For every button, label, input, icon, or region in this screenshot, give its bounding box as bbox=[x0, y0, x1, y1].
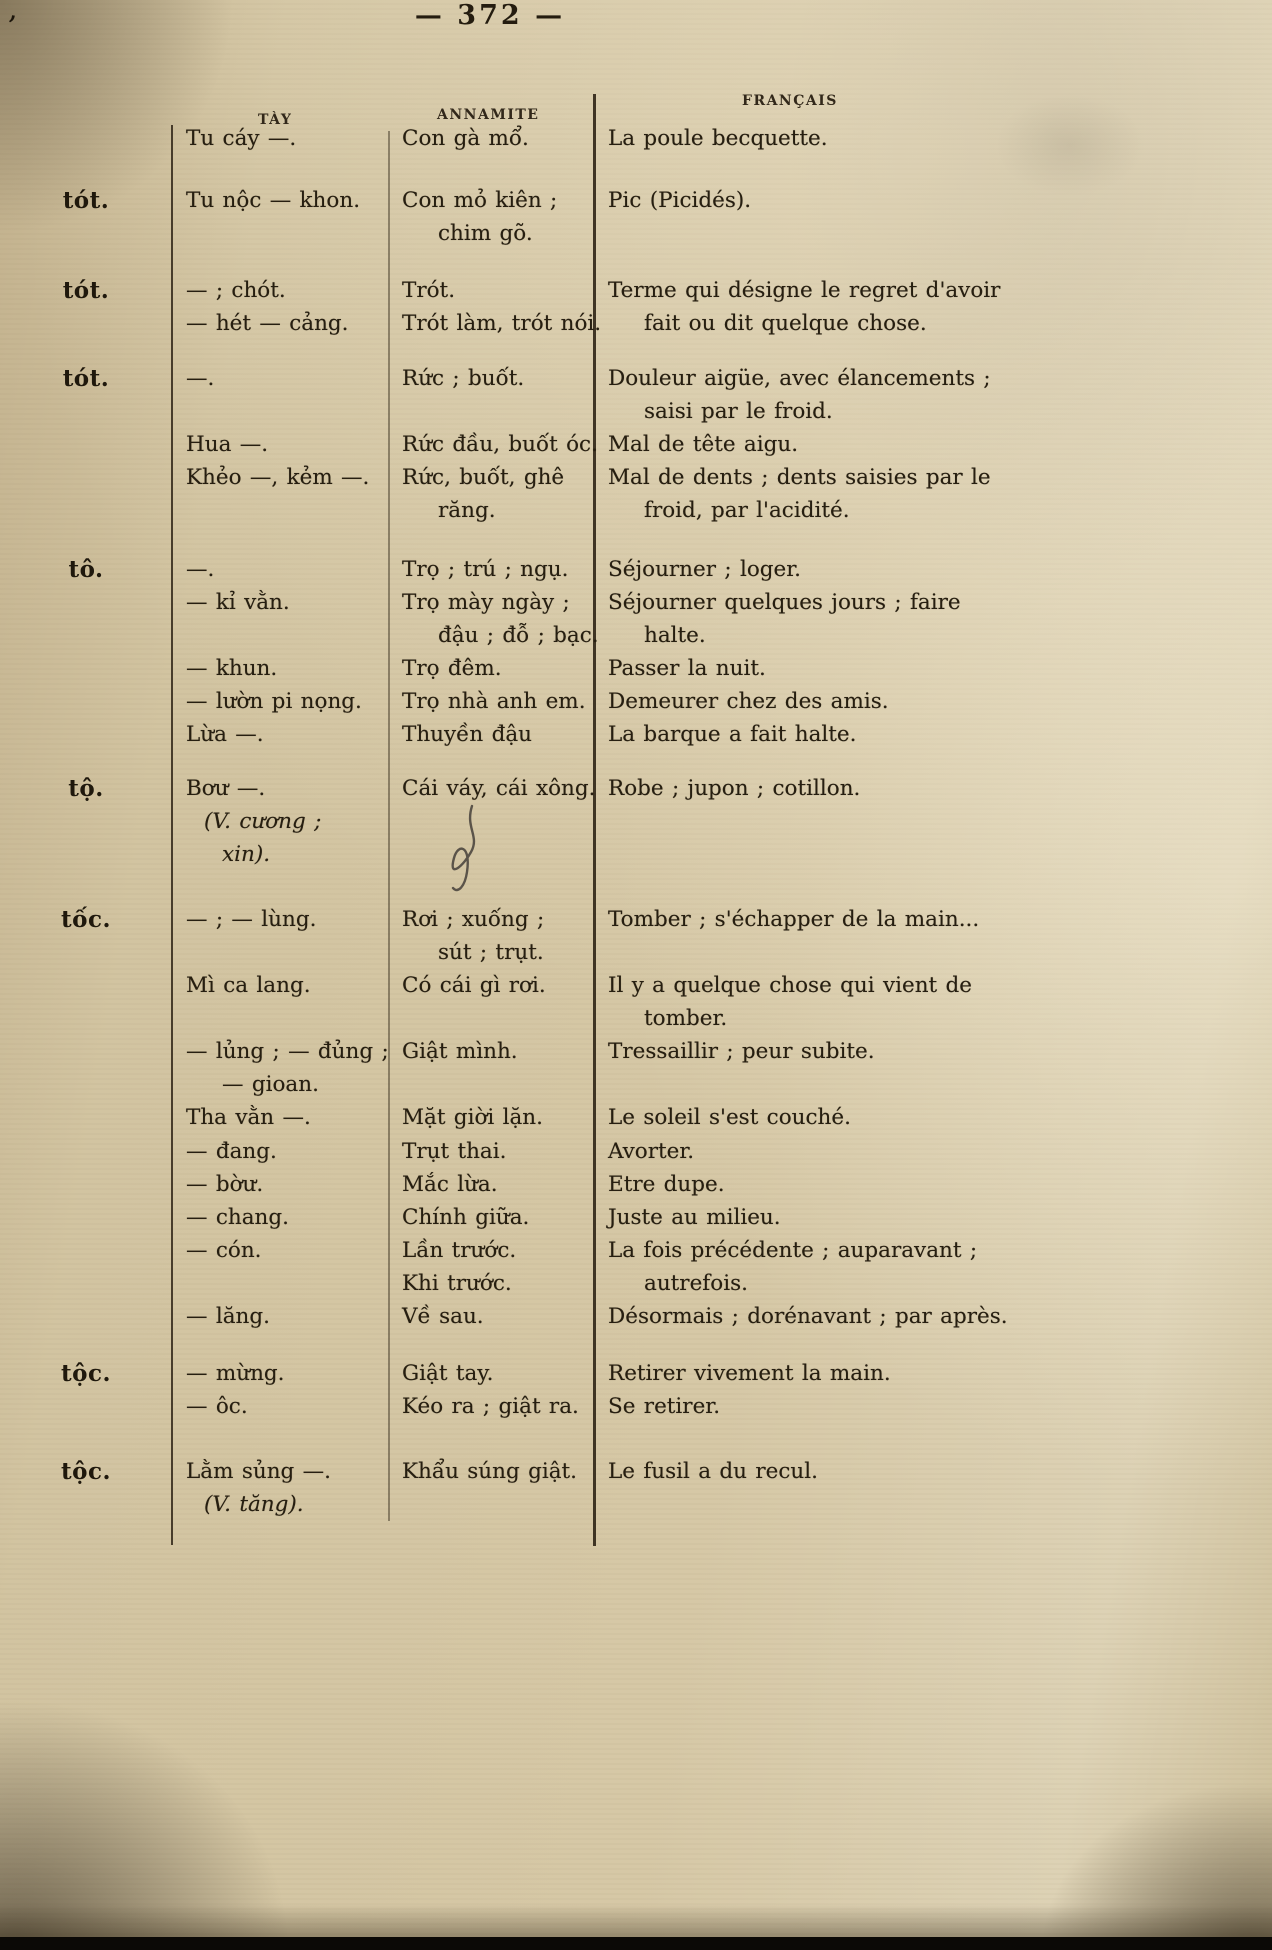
entry-row bbox=[0, 274, 1014, 340]
text-line: Le fusil a du recul. bbox=[608, 1459, 818, 1484]
text-line: —. bbox=[186, 366, 215, 391]
annamite-cell bbox=[390, 184, 594, 250]
entry-row bbox=[0, 362, 1014, 428]
text-line: Trụt thai. bbox=[402, 1139, 507, 1164]
text-line: Désormais ; dorénavant ; par après. bbox=[608, 1304, 1008, 1329]
francais-cell bbox=[594, 1035, 1014, 1068]
text-line: —. bbox=[186, 557, 215, 582]
francais-cell bbox=[594, 772, 1014, 805]
entry-row bbox=[0, 1135, 1014, 1168]
text-line: Giật mình. bbox=[402, 1039, 518, 1064]
text-line: fait ou dit quelque chose. bbox=[644, 311, 927, 336]
francais-cell bbox=[594, 1455, 1014, 1488]
entry-row bbox=[0, 903, 1014, 969]
entry-row bbox=[0, 1357, 1014, 1423]
tay-cell bbox=[172, 362, 390, 395]
francais-cell bbox=[594, 122, 1014, 155]
text-line: xin). bbox=[222, 842, 271, 867]
francais-cell bbox=[594, 553, 1014, 652]
text-line: Tressaillir ; peur subite. bbox=[608, 1039, 875, 1064]
text-line: (V. tăng). bbox=[204, 1492, 304, 1517]
annamite-cell bbox=[390, 1455, 594, 1488]
headword: tô. bbox=[68, 556, 104, 583]
annamite-cell bbox=[390, 1357, 594, 1423]
tay-cell bbox=[172, 969, 390, 1002]
francais-cell bbox=[594, 274, 1014, 340]
text-line: Khi trước. bbox=[402, 1271, 512, 1296]
text-line: Con mỏ kiên ; bbox=[402, 188, 558, 213]
text-line: Trọ nhà anh em. bbox=[402, 689, 586, 714]
text-line: Mì ca lang. bbox=[186, 973, 311, 998]
text-line: Con gà mổ. bbox=[402, 126, 529, 151]
text-line: Trót. bbox=[402, 278, 456, 303]
entry-row bbox=[0, 428, 1014, 527]
text-line: — mừng. bbox=[186, 1361, 285, 1386]
annamite-cell bbox=[390, 428, 598, 527]
francais-cell bbox=[594, 1357, 1014, 1423]
text-line: Khẻo —, kẻm —. bbox=[186, 465, 370, 490]
entry-row bbox=[0, 969, 1014, 1035]
text-line: Robe ; jupon ; cotillon. bbox=[608, 776, 861, 801]
francais-cell bbox=[594, 1135, 1014, 1168]
annamite-cell bbox=[390, 1300, 594, 1333]
headword: tốc. bbox=[61, 906, 111, 933]
francais-cell bbox=[594, 1201, 1014, 1234]
tay-cell bbox=[172, 428, 390, 494]
text-line: răng. bbox=[438, 498, 496, 523]
entry-row bbox=[0, 184, 1014, 250]
entry-row bbox=[0, 1035, 1014, 1101]
text-line: Se retirer. bbox=[608, 1394, 721, 1419]
column-header-francais: FRANÇAIS bbox=[742, 93, 838, 109]
headword: tộc. bbox=[61, 1458, 111, 1485]
tay-cell bbox=[172, 1201, 390, 1234]
entry-row bbox=[0, 1455, 1014, 1521]
annamite-cell bbox=[390, 969, 594, 1002]
tay-cell bbox=[172, 1357, 390, 1423]
text-line: La fois précédente ; auparavant ; bbox=[608, 1238, 978, 1263]
text-line: Trọ đêm. bbox=[402, 656, 502, 681]
text-line: Tu cáy —. bbox=[186, 126, 297, 151]
text-line: — khun. bbox=[186, 656, 278, 681]
text-line: — lườn pi nọng. bbox=[186, 689, 362, 714]
text-line: Giật tay. bbox=[402, 1361, 494, 1386]
headword: tộ. bbox=[68, 775, 104, 802]
text-line: Lần trước. bbox=[402, 1238, 517, 1263]
page-number: — 372 — bbox=[414, 0, 566, 31]
text-line: Rức, buốt, ghê bbox=[402, 465, 565, 490]
text-line: Lằm sủng —. bbox=[186, 1459, 331, 1484]
scan-bottom-edge bbox=[0, 1937, 1272, 1950]
headword: tộc. bbox=[61, 1360, 111, 1387]
annamite-cell bbox=[390, 553, 599, 652]
tay-cell bbox=[172, 1101, 390, 1134]
text-line: tomber. bbox=[644, 1006, 728, 1031]
text-line: — chang. bbox=[186, 1205, 289, 1230]
annamite-cell bbox=[390, 1101, 594, 1134]
annamite-cell bbox=[390, 122, 594, 155]
text-line: Passer la nuit. bbox=[608, 656, 766, 681]
text-line: Trọ ; trú ; ngụ. bbox=[402, 557, 569, 582]
entry-row bbox=[0, 553, 1014, 652]
text-line: La poule becquette. bbox=[608, 126, 828, 151]
entry-row bbox=[0, 1168, 1014, 1201]
text-line: Etre dupe. bbox=[608, 1172, 725, 1197]
text-line: — gioan. bbox=[222, 1072, 319, 1097]
francais-cell bbox=[594, 903, 1014, 936]
text-line: Chính giữa. bbox=[402, 1205, 530, 1230]
annamite-cell bbox=[390, 362, 594, 395]
text-line: Douleur aigüe, avec élancements ; bbox=[608, 366, 991, 391]
text-line: Có cái gì rơi. bbox=[402, 973, 546, 998]
text-line: đậu ; đỗ ; bạc. bbox=[438, 623, 599, 648]
scan-edge-fade bbox=[0, 1904, 1272, 1938]
text-line: saisi par le froid. bbox=[644, 399, 833, 424]
paper-stain bbox=[990, 90, 1150, 200]
text-line: — ; — lùng. bbox=[186, 907, 317, 932]
text-line: — ; chót. bbox=[186, 278, 286, 303]
text-line: — lăng. bbox=[186, 1304, 270, 1329]
tay-cell bbox=[172, 1135, 390, 1168]
text-line: Kéo ra ; giật ra. bbox=[402, 1394, 579, 1419]
annamite-cell bbox=[390, 274, 602, 340]
tay-cell bbox=[172, 1455, 390, 1521]
handwritten-mark bbox=[438, 798, 508, 908]
text-line: Demeurer chez des amis. bbox=[608, 689, 889, 714]
text-line: Retirer vivement la main. bbox=[608, 1361, 891, 1386]
text-line: Séjourner quelques jours ; faire bbox=[608, 590, 961, 615]
text-line: Terme qui désigne le regret d'avoir bbox=[608, 278, 1001, 303]
text-line: Juste au milieu. bbox=[608, 1205, 781, 1230]
text-line: Lừa —. bbox=[186, 722, 264, 747]
francais-cell bbox=[594, 969, 1014, 1035]
text-line: Mắc lừa. bbox=[402, 1172, 498, 1197]
text-line: Trọ mày ngày ; bbox=[402, 590, 570, 615]
text-line: Rức ; buốt. bbox=[402, 366, 525, 391]
annamite-cell bbox=[390, 1201, 594, 1234]
entry-row bbox=[0, 122, 1014, 155]
text-line: chim gõ. bbox=[438, 221, 533, 246]
text-line: Bơư —. bbox=[186, 776, 266, 801]
text-line: Về sau. bbox=[402, 1304, 484, 1329]
francais-cell bbox=[594, 1101, 1014, 1134]
text-line: Khẩu súng giật. bbox=[402, 1459, 578, 1484]
tay-cell bbox=[172, 553, 390, 619]
tay-cell bbox=[172, 652, 390, 751]
headword: tót. bbox=[62, 365, 110, 392]
scan-shadow-bottom-right bbox=[1012, 1760, 1272, 1950]
text-line: Trót làm, trót nói. bbox=[402, 311, 602, 336]
text-line: — hét — cảng. bbox=[186, 311, 349, 336]
tay-cell bbox=[172, 1234, 390, 1267]
column-header-tay: TÀY bbox=[258, 112, 293, 128]
text-line: — cón. bbox=[186, 1238, 262, 1263]
entry-row bbox=[0, 1101, 1014, 1134]
tay-cell bbox=[172, 1035, 390, 1101]
text-line: (V. cương ; bbox=[204, 809, 322, 834]
annamite-cell bbox=[390, 1234, 594, 1300]
entry-row bbox=[0, 1300, 1014, 1333]
text-line: Mal de tête aigu. bbox=[608, 432, 799, 457]
headword: tót. bbox=[62, 277, 110, 304]
text-line: Séjourner ; loger. bbox=[608, 557, 802, 582]
tay-cell bbox=[172, 1168, 390, 1201]
text-line: — kỉ vằn. bbox=[186, 590, 290, 615]
tay-cell bbox=[172, 772, 390, 871]
tay-cell bbox=[172, 1300, 390, 1333]
text-line: Avorter. bbox=[608, 1139, 695, 1164]
tay-cell bbox=[172, 274, 390, 340]
annamite-cell bbox=[390, 652, 594, 751]
text-line: — bờư. bbox=[186, 1172, 264, 1197]
text-line: Rức đầu, buốt óc. bbox=[402, 432, 598, 457]
francais-cell bbox=[594, 1234, 1014, 1300]
text-line: Rơi ; xuống ; bbox=[402, 907, 545, 932]
column-header-annamite: ANNAMITE bbox=[437, 107, 540, 123]
text-line: Mặt giời lặn. bbox=[402, 1105, 543, 1130]
text-line: Il y a quelque chose qui vient de bbox=[608, 973, 973, 998]
entry-row bbox=[0, 1234, 1014, 1300]
annamite-cell bbox=[390, 1035, 594, 1068]
text-line: La barque a fait halte. bbox=[608, 722, 857, 747]
text-line: Thuyền đậu bbox=[402, 722, 533, 747]
text-line: Mal de dents ; dents saisies par le bbox=[608, 465, 991, 490]
headword: tót. bbox=[62, 187, 110, 214]
text-line: Tomber ; s'échapper de la main... bbox=[608, 907, 980, 932]
text-line: autrefois. bbox=[644, 1271, 748, 1296]
text-line: Pic (Picidés). bbox=[608, 188, 752, 213]
text-line: Le soleil s'est couché. bbox=[608, 1105, 851, 1130]
text-line: — đang. bbox=[186, 1139, 277, 1164]
entry-row bbox=[0, 652, 1014, 751]
text-line: froid, par l'acidité. bbox=[644, 498, 850, 523]
francais-cell bbox=[594, 184, 1014, 217]
tay-cell bbox=[172, 122, 390, 155]
annamite-cell bbox=[390, 1135, 594, 1168]
scan-shadow-bottom-left bbox=[0, 1690, 300, 1950]
text-line: Tu nộc — khon. bbox=[186, 188, 361, 213]
text-line: — lủng ; — đủng ; bbox=[186, 1039, 389, 1064]
annamite-cell bbox=[390, 903, 594, 969]
text-line: Tha vằn —. bbox=[186, 1105, 311, 1130]
entry-row bbox=[0, 1201, 1014, 1234]
text-line: Hua —. bbox=[186, 432, 269, 457]
ink-speck: ’ bbox=[3, 9, 18, 46]
text-line: halte. bbox=[644, 623, 706, 648]
text-line: Cái váy, cái xông. bbox=[402, 776, 596, 801]
francais-cell bbox=[594, 428, 1014, 527]
annamite-cell bbox=[390, 1168, 594, 1201]
text-line: — ôc. bbox=[186, 1394, 248, 1419]
francais-cell bbox=[594, 1168, 1014, 1201]
text-line: sút ; trụt. bbox=[438, 940, 544, 965]
tay-cell bbox=[172, 903, 390, 936]
francais-cell bbox=[594, 1300, 1014, 1333]
francais-cell bbox=[594, 362, 1014, 428]
tay-cell bbox=[172, 184, 390, 217]
francais-cell bbox=[594, 652, 1014, 751]
